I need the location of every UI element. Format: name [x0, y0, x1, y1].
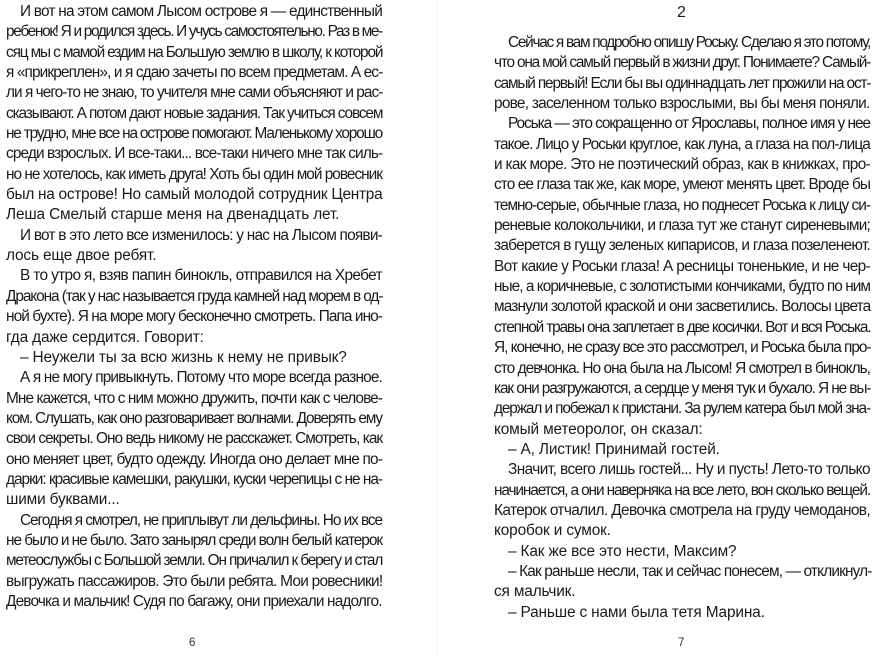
- text-line: метеослужбы с Большой земли. Он причалил к берегу и стал: [6, 552, 383, 570]
- text-line: свои секреты. Оно ведь никому не расскажет. Смотреть, как: [6, 430, 383, 448]
- text-line: заберется в гущу зеленых кипарисов, и глаза позеленеют.: [494, 237, 870, 255]
- left-page: [0, 0, 437, 656]
- text-line: И вот на этом самом Лысом острове я — единственный: [20, 3, 383, 20]
- right-page: [438, 0, 875, 656]
- text-line: дарки: красивые камешки, ракушки, куски черепицы с не на-: [6, 470, 382, 488]
- text-line: Катерок отчалил. Девочка смотрела на груду чемоданов,: [494, 501, 870, 519]
- text-line: был на острове! Но самый молодой сотрудник Центра: [6, 186, 383, 204]
- dialogue-line: – Раньше с нами была тетя Марина.: [508, 603, 765, 621]
- left-page-text: [6, 2, 382, 612]
- text-line: такое. Лицо у Роськи круглое, как луна, а глаза на пол-лица: [494, 135, 870, 153]
- text-line: сяц мы с мамой ездим на Большую землю в школу, к которой: [6, 43, 383, 61]
- dialogue-line: – Как же все это нести, Максим?: [508, 542, 737, 560]
- chapter-number: 2: [677, 4, 686, 21]
- text-line: сто девчонка. Но она была на Лысом! Я смотрел в бинокль,: [494, 359, 870, 377]
- text-line: Я, конечно, не сразу все это рассмотрел, и Роська была про-: [494, 339, 871, 357]
- text-line: как они разгружаются, а сердце у меня тук и бухало. Я не вы-: [494, 379, 871, 397]
- text-line: самый первый! Если бы вы одиннадцать лет прожили на ост-: [494, 74, 871, 92]
- text-line: ные, а коричневые, с золотистыми кончиками, будто по ним: [494, 278, 870, 296]
- text-line: Вот какие у Роськи глаза! А ресницы тоненькие, и не чер-: [494, 257, 870, 275]
- text-line: ком. Слушать, как оно разговаривает волнами. Доверять ему: [6, 409, 382, 427]
- text-line: В то утро я, взяв папин бинокль, отправился на Хребет: [20, 267, 382, 285]
- text-line: реневые колокольчики, и глаза тут же станут сиреневыми;: [494, 217, 871, 235]
- text-line: ли я чего-то не знаю, то учителя мне сами объясняют и рас-: [6, 84, 383, 102]
- dialogue-line: – Неужели ты за всю жизнь к нему не привык?: [20, 348, 347, 366]
- text-line: Роська — это сокращенно от Ярославы, полное имя у нее: [508, 115, 870, 133]
- right-page-text: [494, 33, 870, 623]
- text-line: рове, заселенном только взрослыми, вы бы меня поняли.: [494, 95, 870, 113]
- text-line: оно меняет цвет, будто одежду. Иногда оно делает мне по-: [6, 450, 383, 468]
- text-line: Сейчас я вам подробно опишу Роську. Сделаю я это потому,: [508, 34, 871, 51]
- text-line: ребенок! Я и родился здесь. И учусь самостоятельно. Раз в ме-: [6, 23, 382, 41]
- dialogue-line: – А, Листик! Принимай гостей.: [508, 440, 720, 458]
- page-number: 6: [189, 637, 196, 649]
- text-line: начинается, а они наверняка на все лето, вон сколько вещей.: [494, 481, 871, 499]
- text-line: Девочка и мальчик! Судя по багажу, они приехали надолго.: [6, 592, 382, 610]
- dialogue-line: – Как раньше несли, так и сейчас понесем, — откликнул-: [508, 562, 872, 580]
- text-line: среди взрослых. И все-таки... все-таки ничего мне так силь-: [6, 145, 383, 163]
- text-line: шими буквами...: [6, 491, 120, 509]
- text-line: Дракона (так у нас называется груда камней над морем в од-: [6, 287, 383, 305]
- text-line: ной бухте). Я на море могу бесконечно смотреть. Папа ино-: [6, 308, 382, 326]
- text-line: степной травы она заплетает в две косички. Вот и вся Роська.: [494, 318, 871, 336]
- text-line: коробок и сумок.: [494, 522, 611, 540]
- text-line: А я не могу привыкнуть. Потому что море всегда разное.: [20, 369, 382, 387]
- text-line: сто ее глаза так же, как море, умеют менять цвет. Вроде бы: [494, 176, 870, 194]
- text-line: лось еще двое ребят.: [6, 247, 157, 265]
- text-line: Сегодня я смотрел, не приплывут ли дельфины. Но их все: [20, 511, 382, 529]
- text-line: сказывают. А потом дают новые задания. Так учиться совсем: [6, 104, 383, 122]
- text-line: комый метеоролог, он сказал:: [494, 420, 703, 438]
- text-line: мазнули золотой краской и они засветились. Волосы цвета: [494, 298, 871, 316]
- text-line: гда даже сердится. Говорит:: [6, 328, 204, 346]
- text-line: И вот в это лето все изменилось: у нас на Лысом появи-: [20, 226, 382, 244]
- text-line: не трудно, мне все на острове помогают. Маленькому хорошо: [6, 125, 382, 143]
- text-line: я «прикреплен», и я сдаю зачеты по всем предметам. А ес-: [6, 64, 383, 82]
- text-line: что она мой самый первый в жизни друг. Понимаете? Самый-: [494, 54, 871, 72]
- page-number: 7: [678, 637, 685, 649]
- text-line: Значит, всего лишь гостей... Ну и пусть! Лето-то только: [508, 461, 870, 479]
- text-line: выгружать пассажиров. Это были ребята. Мои ровесники!: [6, 572, 383, 590]
- text-line: держал и побежал к пристани. За рулем катера был мой зна-: [494, 400, 870, 418]
- text-line: ся мальчик.: [494, 583, 576, 601]
- text-line: Леша Смелый старше меня на двенадцать лет.: [6, 206, 340, 224]
- text-line: но не хотелось, как иметь друга! Хоть бы один мой ровесник: [6, 165, 382, 183]
- text-line: темно-серые, обычные глаза, но поднесет Роська к лицу си-: [494, 196, 870, 214]
- text-line: и как море. Это не поэтический образ, как в книжках, про-: [494, 156, 871, 174]
- text-line: не было и не было. Зато занырял среди волн белый катерок: [6, 531, 383, 549]
- text-line: Мне кажется, что с ним можно дружить, почти как с челове-: [6, 389, 382, 407]
